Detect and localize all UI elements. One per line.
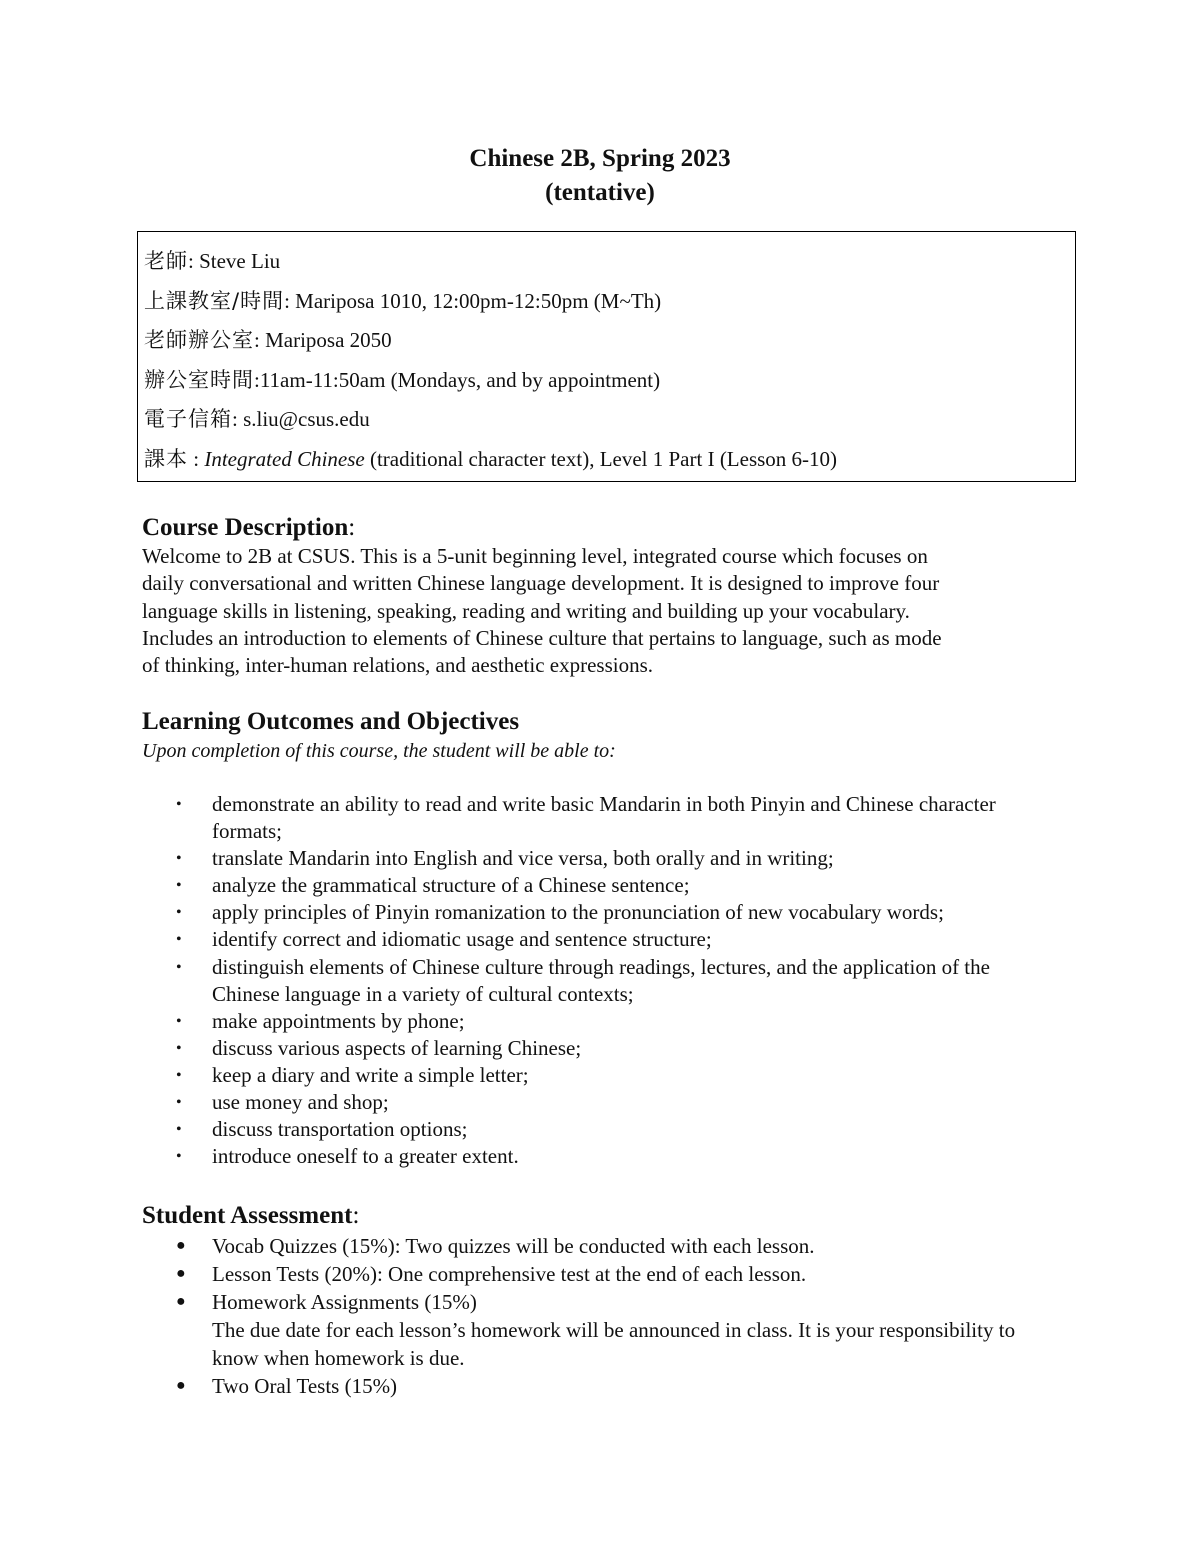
bullet-icon: ●	[176, 1377, 186, 1394]
class-label: 上課教室/時間	[144, 288, 285, 313]
bullet-icon: •	[176, 1148, 182, 1166]
list-item: • discuss various aspects of learning Chinese;	[142, 1035, 1062, 1062]
class-value: : Mariposa 1010, 12:00pm-12:50pm (M~Th)	[284, 288, 662, 313]
bullet-icon: •	[176, 796, 182, 813]
bullet-icon: •	[176, 931, 182, 949]
course-description-text	[142, 543, 1062, 679]
description-line: daily conversational and written Chinese language development. It is designed to improve four	[142, 571, 940, 596]
bullet-icon: •	[176, 850, 182, 868]
learning-outcomes-subtitle: Upon completion of this course, the student will be able to:	[142, 740, 616, 762]
list-item: • identify correct and idiomatic usage and sentence structure;	[142, 926, 1062, 953]
bullet-icon: ●	[176, 1293, 186, 1310]
course-description-section	[142, 512, 1062, 679]
list-item: • translate Mandarin into English and vice versa, both orally and in writing;	[142, 845, 1062, 872]
office-value: : Mariposa 2050	[254, 328, 392, 352]
email-label: 電子信箱	[144, 407, 232, 431]
list-item: • use money and shop;	[142, 1089, 1062, 1116]
course-description-heading: Course Description:	[142, 514, 356, 541]
textbook-details: (traditional character text), Level 1 Part I (Lesson 6-10)	[364, 446, 838, 471]
student-assessment-section	[142, 1200, 1062, 1400]
document-title	[0, 142, 1200, 210]
list-item: • distinguish elements of Chinese culture through readings, lectures, and the application of the Chinese language in a variety of cultural contexts;	[176, 954, 990, 1006]
description-line: language skills in listening, speaking, reading and writing and building up your vocabulary.	[142, 598, 910, 623]
textbook-label: 課本	[144, 446, 188, 471]
title-line-2: (tentative)	[545, 179, 655, 206]
email-value[interactable]: : s.liu@csus.edu	[232, 407, 370, 431]
info-textbook	[144, 440, 1069, 480]
teacher-value: : Steve Liu	[188, 249, 281, 273]
bullet-icon: •	[176, 904, 182, 922]
title-line-1: Chinese 2B, Spring 2023	[469, 145, 731, 172]
list-item: ● Vocab Quizzes (15%): Two quizzes will be conducted with each lesson.	[176, 1234, 815, 1258]
list-item: ● Lesson Tests (20%): One comprehensive test at the end of each lesson.	[176, 1262, 807, 1286]
info-teacher	[144, 242, 1069, 282]
list-item: • make appointments by phone;	[142, 1008, 1062, 1035]
student-assessment-heading: Student Assessment:	[142, 1202, 360, 1229]
info-email	[144, 400, 1069, 440]
bullet-icon: •	[176, 1012, 182, 1030]
bullet-icon: •	[176, 1066, 182, 1084]
office-label: 老師辦公室	[144, 328, 254, 352]
description-line: Includes an introduction to elements of Chinese culture that pertains to language, such as mode	[142, 625, 942, 650]
list-item: • keep a diary and write a simple letter;	[142, 1062, 1062, 1089]
list-item: • demonstrate an ability to read and write basic Mandarin in both Pinyin and Chinese character formats;	[176, 792, 996, 844]
course-info-box	[137, 231, 1076, 482]
list-item: ● Two Oral Tests (15%)	[176, 1374, 398, 1398]
bullet-icon: •	[176, 958, 182, 976]
description-line: of thinking, inter-human relations, and aesthetic expressions.	[142, 653, 654, 678]
list-item: • analyze the grammatical structure of a Chinese sentence;	[142, 872, 1062, 899]
bullet-icon: ●	[176, 1237, 186, 1254]
office-hours-value: :11am-11:50am (Mondays, and by appointment)	[254, 367, 661, 392]
bullet-icon: •	[176, 1094, 182, 1112]
bullet-icon: •	[176, 1039, 182, 1057]
textbook-separator: :	[188, 446, 205, 471]
info-office	[144, 321, 1069, 361]
bullet-icon: •	[176, 1121, 182, 1139]
learning-outcomes-section	[142, 706, 1062, 1170]
learning-outcomes-heading: Learning Outcomes and Objectives	[142, 708, 520, 735]
info-office-hours	[144, 361, 1069, 401]
info-class	[144, 282, 1069, 322]
bullet-icon: •	[176, 877, 182, 895]
description-line: Welcome to 2B at CSUS. This is a 5-unit beginning level, integrated course which focuses on	[142, 544, 928, 568]
homework-detail: The due date for each lesson’s homework will be announced in class. It is your responsibility to know when homework is due.	[212, 1318, 1016, 1370]
bullet-icon: ●	[176, 1265, 186, 1282]
textbook-title: Integrated Chinese	[204, 446, 365, 471]
office-hours-label: 辦公室時間	[144, 367, 254, 392]
list-item: • apply principles of Pinyin romanization to the pronunciation of new vocabulary words;	[142, 899, 1062, 926]
list-item: ● Homework Assignments (15%) The due date for each lesson’s homework will be announced in class. It is your responsibility to know when homework is due.	[142, 1288, 1062, 1372]
list-item: • discuss transportation options;	[142, 1116, 1062, 1143]
list-item: • introduce oneself to a greater extent.	[142, 1143, 1062, 1170]
teacher-label: 老師	[144, 249, 188, 273]
assessment-list	[142, 1232, 1062, 1400]
outcomes-list	[142, 791, 1062, 1170]
